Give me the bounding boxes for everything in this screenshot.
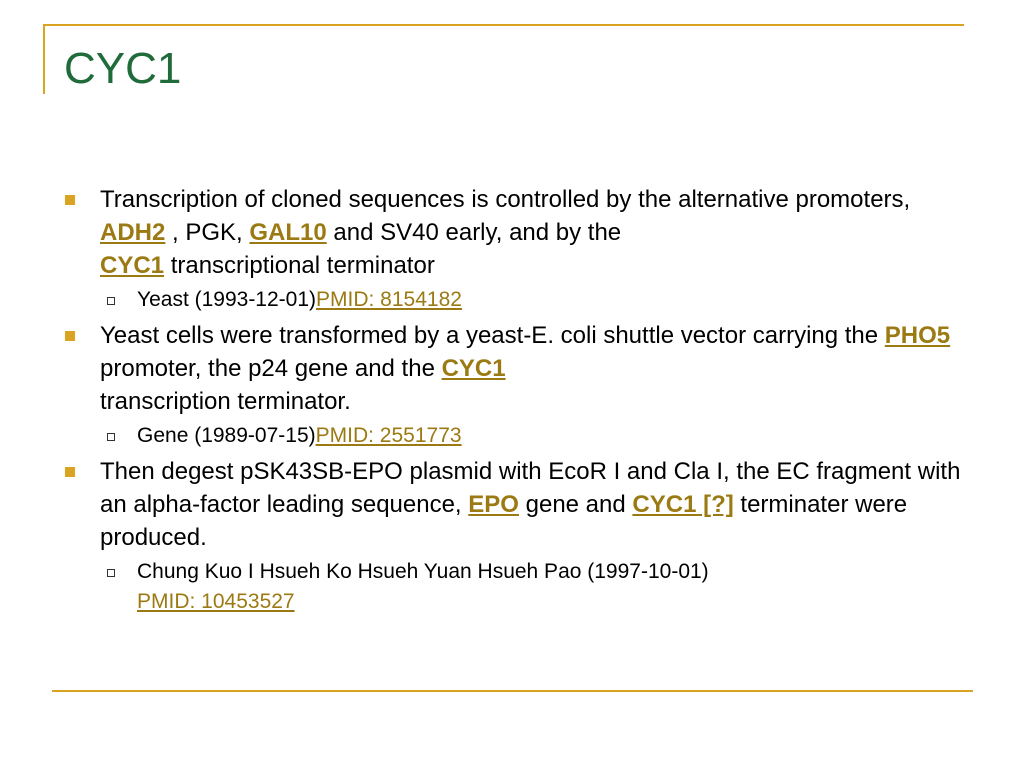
hollow-square-bullet-icon — [107, 297, 115, 305]
bullet-text: gene and — [518, 491, 633, 518]
bullet-2 — [60, 319, 970, 418]
slide-title: CYC1 — [64, 44, 182, 93]
gene-link-gal10[interactable]: GAL10 — [249, 219, 327, 246]
reference-1 — [60, 285, 970, 315]
square-bullet-icon — [65, 195, 75, 205]
left-rule — [43, 24, 45, 94]
gene-link-pho5[interactable]: PHO5 — [884, 322, 951, 349]
slide-content — [60, 183, 970, 621]
square-bullet-icon — [65, 331, 75, 341]
bullet-1 — [60, 183, 970, 282]
bullet-text: terminater were produced. — [100, 491, 908, 551]
hollow-square-bullet-icon — [107, 433, 115, 441]
reference-3 — [60, 557, 970, 617]
bullet-text: Then degest pSK43SB-EPO plasmid with EcoR I and Cla I, the EC fragment with an alpha-factor leading sequence, — [100, 458, 961, 518]
gene-link-adh2[interactable]: ADH2 — [100, 219, 166, 246]
bottom-rule — [52, 690, 973, 692]
hollow-square-bullet-icon — [107, 569, 115, 577]
gene-link-epo[interactable]: EPO — [468, 491, 519, 518]
reference-source: Yeast (1993-12-01) — [137, 288, 317, 311]
reference-2 — [60, 421, 970, 451]
bullet-text: transcription terminator. — [100, 388, 351, 415]
bullet-3 — [60, 455, 970, 554]
bullet-text: promoter, the p24 gene and the — [100, 355, 442, 382]
gene-link-cyc1[interactable]: CYC1 — [100, 252, 165, 279]
bullet-text: , PGK, — [165, 219, 250, 246]
pmid-link[interactable]: PMID: 8154182 — [316, 288, 462, 311]
square-bullet-icon — [65, 467, 75, 477]
pmid-link[interactable]: PMID: 10453527 — [137, 590, 295, 613]
bullet-text: transcriptional terminator — [164, 252, 435, 279]
gene-link-cyc1-unknown[interactable]: CYC1 [?] — [632, 491, 734, 518]
top-rule — [43, 24, 964, 26]
reference-source: Chung Kuo I Hsueh Ko Hsueh Yuan Hsueh Pao (1997-10-01) — [137, 560, 709, 583]
bullet-text: and SV40 early, and by the — [326, 219, 622, 246]
pmid-link[interactable]: PMID: 2551773 — [315, 424, 462, 447]
reference-source: Gene (1989-07-15) — [137, 424, 316, 447]
bullet-text: Yeast cells were transformed by a yeast-E. coli shuttle vector carrying the — [100, 322, 885, 349]
bullet-text: Transcription of cloned sequences is controlled by the alternative promoters, — [100, 186, 911, 213]
gene-link-cyc1[interactable]: CYC1 — [441, 355, 506, 382]
